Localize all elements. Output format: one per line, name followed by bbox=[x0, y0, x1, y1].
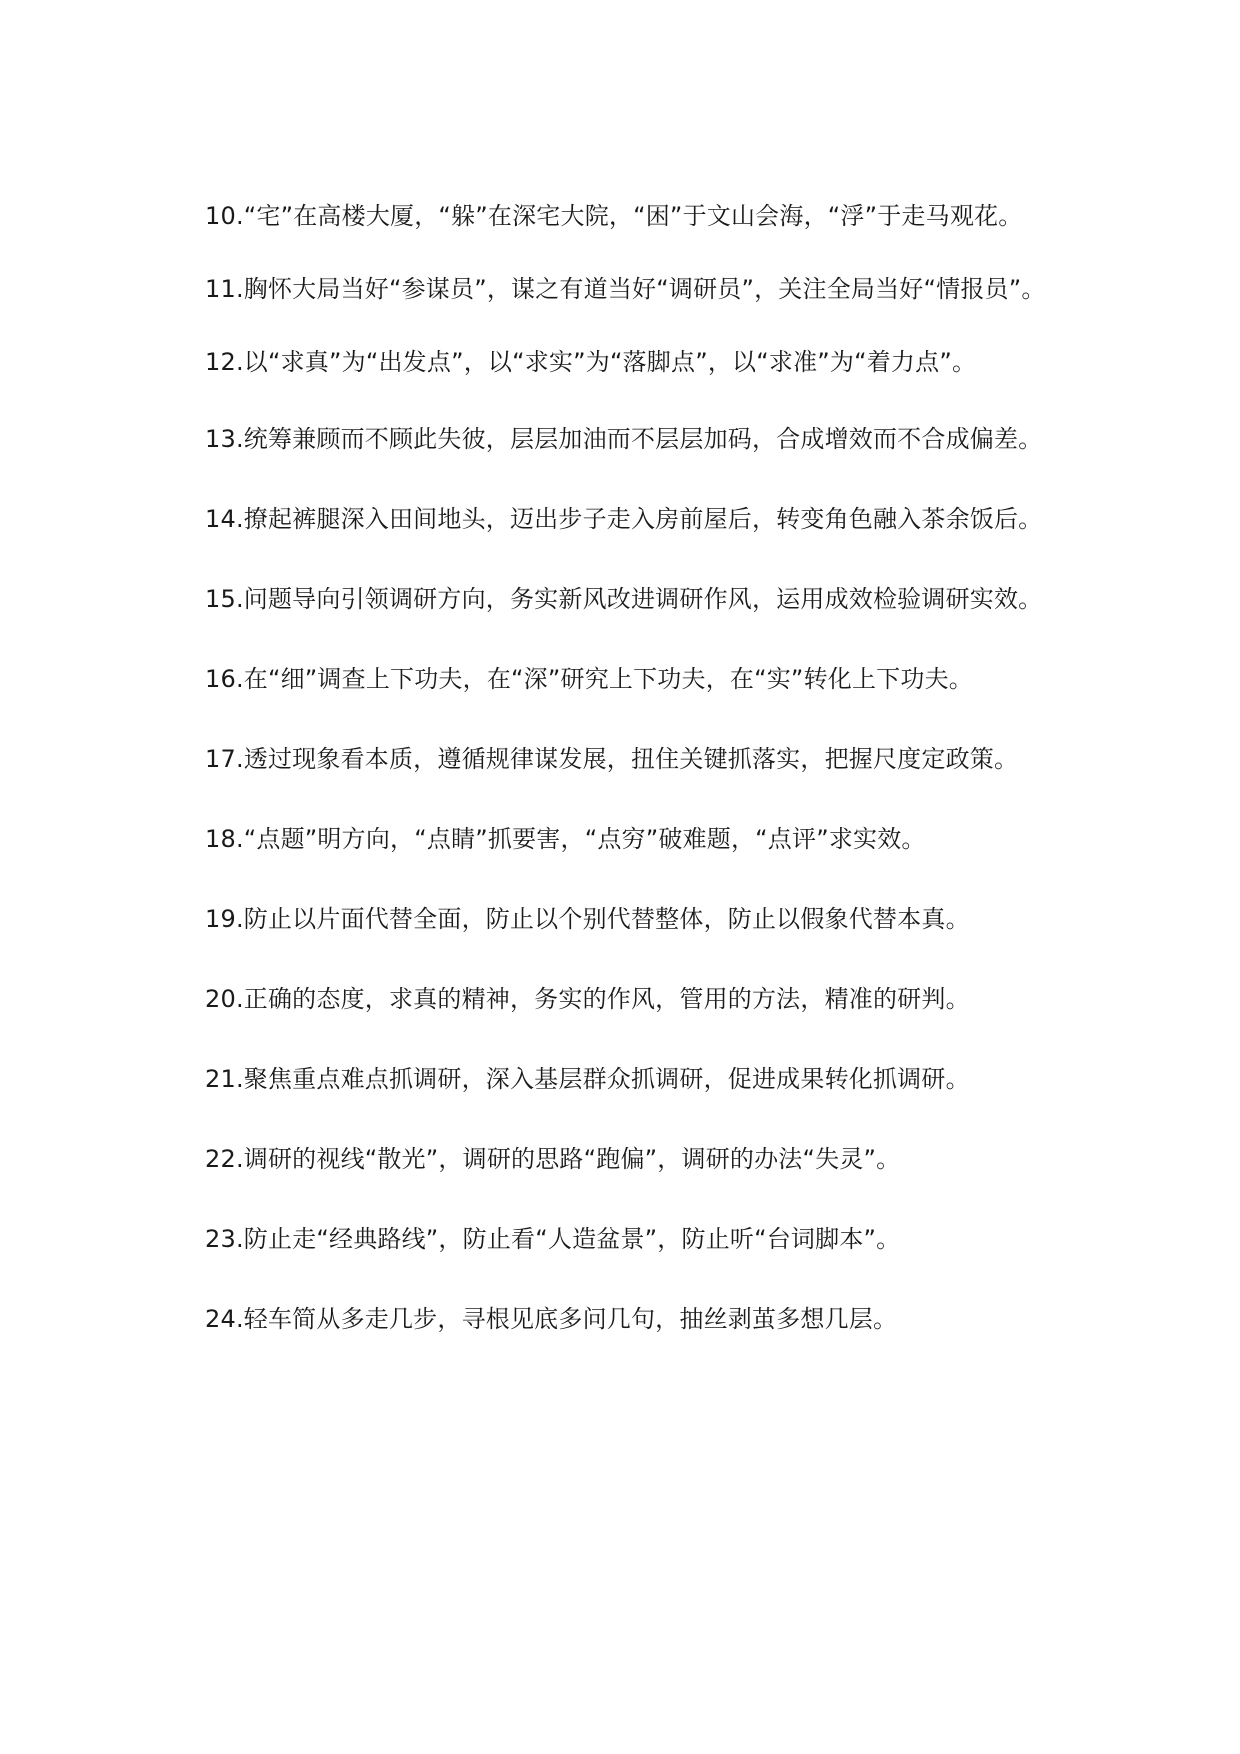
paragraph-15: 15.问题导向引领调研方向，务实新风改进调研作风，运用成效检验调研实效。 bbox=[205, 585, 1043, 613]
paragraph-23: 23.防止走“经典路线”，防止看“人造盆景”，防止听“台词脚本”。 bbox=[205, 1225, 901, 1253]
paragraph-17: 17.透过现象看本质，遵循规律谋发展，扭住关键抓落实，把握尺度定政策。 bbox=[205, 745, 1019, 773]
paragraph-13: 13.统筹兼顾而不顾此失彼，层层加油而不层层加码，合成增效而不合成偏差。 bbox=[205, 425, 1043, 453]
paragraph-11: 11.胸怀大局当好“参谋员”，谋之有道当好“调研员”，关注全局当好“情报员”。 bbox=[205, 275, 1046, 303]
paragraph-14: 14.撩起裤腿深入田间地头，迈出步子走入房前屋后，转变角色融入茶余饭后。 bbox=[205, 505, 1043, 533]
paragraph-21: 21.聚焦重点难点抓调研，深入基层群众抓调研，促进成果转化抓调研。 bbox=[205, 1065, 970, 1093]
paragraph-18: 18.“点题”明方向，“点睛”抓要害，“点穷”破难题，“点评”求实效。 bbox=[205, 825, 926, 853]
paragraph-19: 19.防止以片面代替全面，防止以个别代替整体，防止以假象代替本真。 bbox=[205, 905, 970, 933]
paragraph-24: 24.轻车简从多走几步，寻根见底多问几句，抽丝剥茧多想几层。 bbox=[205, 1305, 898, 1333]
paragraph-22: 22.调研的视线“散光”，调研的思路“跑偏”，调研的办法“失灵”。 bbox=[205, 1145, 901, 1173]
document-body bbox=[155, 180, 1080, 1359]
paragraph-20: 20.正确的态度，求真的精神，务实的作风，管用的方法，精准的研判。 bbox=[205, 985, 970, 1013]
paragraph-12: 12.以“求真”为“出发点”，以“求实”为“落脚点”，以“求准”为“着力点”。 bbox=[205, 348, 977, 376]
paragraph-10: 10.“宅”在高楼大厦，“躲”在深宅大院，“困”于文山会海，“浮”于走马观花。 bbox=[205, 202, 1023, 230]
paragraph-16: 16.在“细”调查上下功夫，在“深”研究上下功夫，在“实”转化上下功夫。 bbox=[205, 665, 973, 693]
